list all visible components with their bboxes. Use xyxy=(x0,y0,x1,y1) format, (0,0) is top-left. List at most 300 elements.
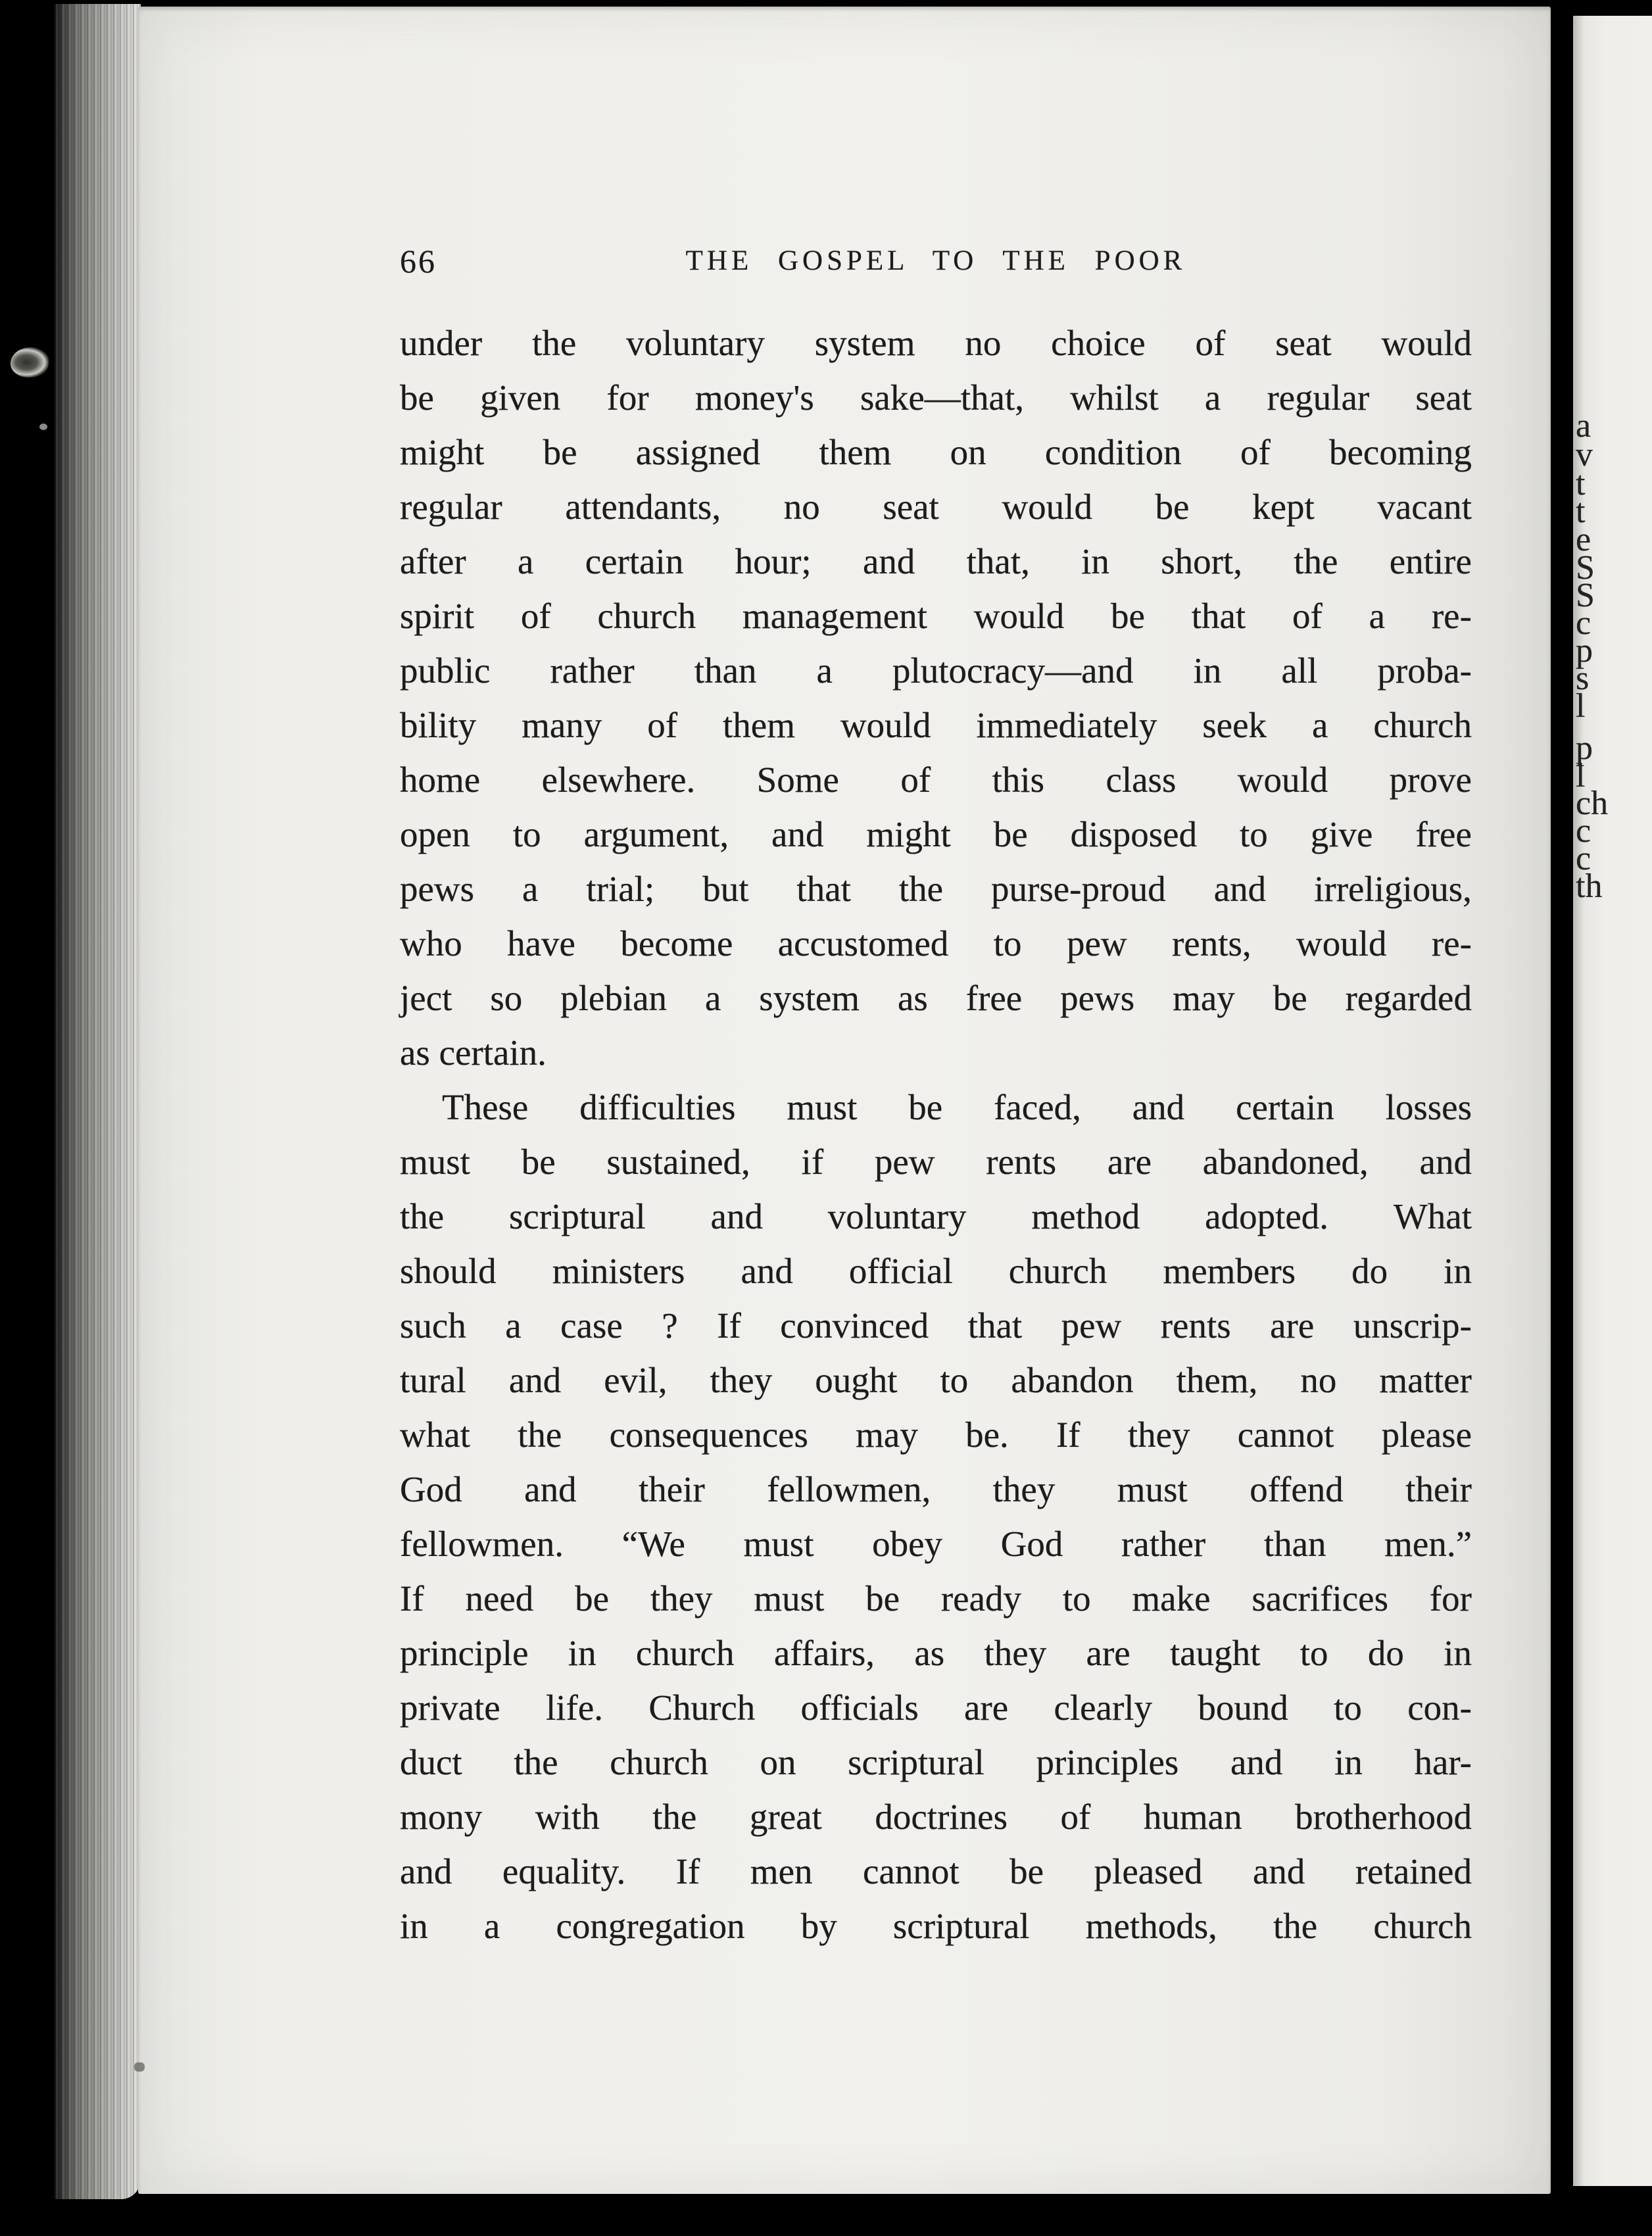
word: seat xyxy=(1415,377,1472,418)
word: fellowmen, xyxy=(767,1469,931,1509)
word: must xyxy=(754,1578,825,1618)
word: to xyxy=(1334,1688,1362,1728)
word: clearly xyxy=(1054,1688,1153,1728)
word: prove xyxy=(1389,760,1472,800)
word: be xyxy=(908,1087,943,1127)
word: would xyxy=(1237,760,1328,800)
word: voluntary xyxy=(626,323,765,363)
word: the xyxy=(532,323,577,363)
word: a xyxy=(816,650,833,691)
word: the xyxy=(518,1415,562,1455)
scan-artifact-speck xyxy=(134,2062,145,2072)
word: system xyxy=(814,323,915,363)
word: regarded xyxy=(1345,978,1472,1018)
next-page-text-fragment: c xyxy=(1576,604,1591,642)
word: kept xyxy=(1252,487,1315,527)
word: no xyxy=(783,487,820,527)
word: they xyxy=(650,1578,713,1618)
word: would xyxy=(1381,323,1472,363)
word: be xyxy=(1155,487,1190,527)
word: and xyxy=(1132,1087,1185,1127)
text-line xyxy=(400,1353,1472,1407)
word: condition xyxy=(1044,432,1182,472)
word: cannot xyxy=(863,1851,960,1891)
word: accustomed xyxy=(777,923,949,963)
word: home xyxy=(400,760,481,800)
word: bility xyxy=(400,705,477,745)
word: con- xyxy=(1407,1688,1472,1728)
next-page-text-fragment: ch xyxy=(1576,785,1609,822)
word: and xyxy=(741,1251,793,1291)
word: a xyxy=(522,869,539,909)
word: method xyxy=(1031,1196,1140,1236)
word: rents, xyxy=(1171,923,1251,963)
word: please xyxy=(1381,1415,1472,1455)
word: and xyxy=(508,1360,562,1400)
word: what xyxy=(400,1415,470,1455)
word: abandon xyxy=(1011,1360,1134,1400)
scan-artifact-blob xyxy=(11,347,49,377)
word: for xyxy=(606,377,649,418)
word: abandoned, xyxy=(1202,1142,1369,1182)
word: in xyxy=(1334,1742,1363,1782)
text-line xyxy=(400,1789,1472,1844)
word: be. xyxy=(965,1415,1009,1455)
word: do xyxy=(1351,1251,1388,1291)
word: in xyxy=(568,1633,596,1673)
word: become xyxy=(620,923,733,963)
word: rents xyxy=(1160,1305,1231,1346)
word: officials xyxy=(800,1688,919,1728)
word: private xyxy=(400,1688,500,1728)
word: of xyxy=(520,596,551,636)
word: given xyxy=(480,377,561,418)
word: would xyxy=(973,596,1065,636)
word: a xyxy=(1369,596,1386,636)
word: and xyxy=(1230,1742,1283,1782)
word: have xyxy=(507,923,575,963)
word: the xyxy=(400,1196,445,1236)
running-header: THE GOSPEL TO THE POOR xyxy=(685,245,1186,276)
text-line xyxy=(400,1080,1472,1134)
word: a xyxy=(1204,377,1221,418)
word: for xyxy=(1429,1578,1472,1618)
word: their xyxy=(639,1469,705,1509)
word: the xyxy=(652,1797,697,1837)
word: make xyxy=(1132,1578,1211,1618)
word: be xyxy=(521,1142,556,1182)
word: scriptural xyxy=(509,1196,646,1236)
word: and xyxy=(771,814,824,854)
word: be xyxy=(543,432,577,472)
word: no xyxy=(1300,1360,1337,1400)
word: a xyxy=(483,1906,500,1946)
word: this xyxy=(992,760,1045,800)
word: that xyxy=(1191,596,1246,636)
word: should xyxy=(400,1251,497,1291)
next-page-sliver xyxy=(1573,16,1652,2186)
word: God xyxy=(400,1469,462,1509)
word: plebian xyxy=(560,978,668,1018)
word: evil, xyxy=(604,1360,668,1400)
word: affairs, xyxy=(773,1633,875,1673)
word: irreligious, xyxy=(1314,869,1472,909)
word: of xyxy=(1195,323,1226,363)
word: becoming xyxy=(1329,432,1472,472)
word: church xyxy=(1373,1906,1472,1946)
word: voluntary xyxy=(827,1196,967,1236)
word: might xyxy=(400,432,485,472)
paragraph xyxy=(400,1080,1472,1953)
word: case xyxy=(560,1305,623,1346)
word: members xyxy=(1163,1251,1296,1291)
text-line xyxy=(400,752,1472,807)
word: fellowmen. xyxy=(400,1524,564,1564)
word: methods, xyxy=(1085,1906,1217,1946)
text-line xyxy=(400,1899,1472,1953)
word: unscrip- xyxy=(1353,1305,1472,1346)
word: a xyxy=(704,978,721,1018)
scan-artifact-speck xyxy=(39,424,47,430)
word: are xyxy=(964,1688,1009,1728)
text-line xyxy=(400,1407,1472,1462)
word: certain xyxy=(1236,1087,1334,1127)
text-line xyxy=(400,1844,1472,1899)
word: cannot xyxy=(1237,1415,1334,1455)
word: them, xyxy=(1176,1360,1258,1400)
word: must xyxy=(1117,1469,1188,1509)
word: to xyxy=(993,923,1022,963)
word: by xyxy=(800,1906,837,1946)
word: would xyxy=(1002,487,1092,527)
word: no xyxy=(965,323,1002,363)
body-text xyxy=(400,316,1472,1953)
next-page-text-fragment: p xyxy=(1576,632,1593,669)
word: entire xyxy=(1389,541,1472,581)
word: that xyxy=(796,869,851,909)
word: sacrifices xyxy=(1251,1578,1388,1618)
word: immediately xyxy=(976,705,1157,745)
word: equality. xyxy=(502,1851,626,1891)
word: free xyxy=(965,978,1023,1018)
word: re- xyxy=(1431,923,1472,963)
word: may xyxy=(1173,978,1235,1018)
word: great xyxy=(749,1797,822,1837)
word: and xyxy=(710,1196,763,1236)
word: and xyxy=(1213,869,1267,909)
word: be xyxy=(865,1578,900,1618)
word: so xyxy=(490,978,523,1018)
text-line xyxy=(400,589,1472,643)
word: difficulties xyxy=(579,1087,736,1127)
word: are xyxy=(1270,1305,1315,1346)
word: they xyxy=(710,1360,773,1400)
word: who xyxy=(400,923,462,963)
word: of xyxy=(1060,1797,1091,1837)
word: pews xyxy=(400,869,475,909)
word: plutocracy—and xyxy=(892,650,1134,691)
text-line xyxy=(400,1680,1472,1735)
word: spirit xyxy=(400,596,475,636)
word: sake—that, xyxy=(860,377,1024,418)
text-line xyxy=(400,1134,1472,1189)
word: tural xyxy=(400,1360,466,1400)
word: on xyxy=(760,1742,796,1782)
word: and xyxy=(524,1469,577,1509)
word: life. xyxy=(545,1688,604,1728)
text-line xyxy=(400,1626,1472,1680)
word: of xyxy=(1292,596,1323,636)
word: such xyxy=(400,1305,466,1346)
next-page-text-fragment: t xyxy=(1576,493,1586,530)
word: all xyxy=(1281,650,1318,691)
word: money's xyxy=(694,377,814,418)
word: ready xyxy=(940,1578,1021,1618)
word: of xyxy=(1240,432,1271,472)
word: must xyxy=(743,1524,814,1564)
word: choice xyxy=(1051,323,1146,363)
next-page-text-fragment: t xyxy=(1576,465,1586,502)
text-line xyxy=(400,1517,1472,1571)
word: human xyxy=(1143,1797,1242,1837)
book-page xyxy=(138,7,1551,2194)
next-page-text-fragment: l xyxy=(1576,687,1586,725)
word: and xyxy=(1252,1851,1305,1891)
word: do xyxy=(1367,1633,1404,1673)
word: har- xyxy=(1414,1742,1472,1782)
page-number: 66 xyxy=(400,243,437,280)
page-edge-stack xyxy=(54,4,141,2199)
text-line xyxy=(400,916,1472,971)
word: and xyxy=(1419,1142,1472,1182)
word: whilst xyxy=(1070,377,1159,418)
word: may xyxy=(856,1415,918,1455)
word: If xyxy=(1056,1415,1081,1455)
text-line xyxy=(400,1462,1472,1517)
word: than xyxy=(694,650,757,691)
word: regular xyxy=(1267,377,1370,418)
word: them xyxy=(819,432,892,472)
page-text-block xyxy=(400,238,1472,1953)
word: that, xyxy=(966,541,1030,581)
text-line xyxy=(400,479,1472,534)
text-line xyxy=(400,1244,1472,1298)
word: argument, xyxy=(583,814,729,854)
word: pew xyxy=(874,1142,935,1182)
word: that xyxy=(967,1305,1023,1346)
word: they xyxy=(1127,1415,1190,1455)
word: vacant xyxy=(1377,487,1472,527)
word: free xyxy=(1415,814,1472,854)
word: brotherhood xyxy=(1295,1797,1472,1837)
word: official xyxy=(848,1251,953,1291)
text-line xyxy=(400,1571,1472,1626)
word: a xyxy=(505,1305,522,1346)
word: matter xyxy=(1379,1360,1472,1400)
word: be xyxy=(1111,596,1145,636)
word: pleased xyxy=(1094,1851,1203,1891)
text-line xyxy=(400,862,1472,916)
word: are xyxy=(1086,1633,1130,1673)
word: duct xyxy=(400,1742,462,1782)
word: as xyxy=(914,1633,945,1673)
word: congregation xyxy=(556,1906,745,1946)
next-page-text-fragment: th xyxy=(1576,867,1603,905)
word: attendants, xyxy=(565,487,721,527)
next-page-text-fragment: a xyxy=(1576,407,1591,445)
word: public xyxy=(400,650,491,691)
word: rather xyxy=(1121,1524,1206,1564)
word: men.” xyxy=(1384,1524,1472,1564)
word: on xyxy=(950,432,986,472)
next-page-text-fragment: p xyxy=(1576,729,1593,767)
word: ject xyxy=(400,978,452,1018)
word: them xyxy=(723,705,795,745)
text-line xyxy=(400,370,1472,425)
text-line: as certain. xyxy=(400,1033,547,1073)
word: bound xyxy=(1198,1688,1288,1728)
next-page-text-fragment: v xyxy=(1576,436,1593,474)
word: doctrines xyxy=(875,1797,1008,1837)
word: What xyxy=(1393,1196,1472,1236)
word: as xyxy=(898,978,928,1018)
word: regular xyxy=(400,487,502,527)
word: pews xyxy=(1060,978,1135,1018)
next-page-text-fragment: s xyxy=(1576,660,1590,697)
word: rents xyxy=(986,1142,1057,1182)
word: re- xyxy=(1431,596,1472,636)
word: in xyxy=(1444,1633,1472,1673)
word: in xyxy=(1444,1251,1472,1291)
word: be xyxy=(1009,1851,1044,1891)
next-page-text-fragment: c xyxy=(1576,812,1591,850)
word: church xyxy=(610,1742,708,1782)
word: need xyxy=(465,1578,534,1618)
word: disposed xyxy=(1070,814,1198,854)
word: trial; xyxy=(586,869,655,909)
text-line xyxy=(400,316,1472,370)
word: adopted. xyxy=(1205,1196,1329,1236)
word: ought xyxy=(815,1360,898,1400)
word: If xyxy=(400,1578,424,1618)
text-line xyxy=(400,1735,1472,1789)
word: assigned xyxy=(635,432,761,472)
word: open xyxy=(400,814,470,854)
text-line xyxy=(400,643,1472,698)
word: of xyxy=(900,760,931,800)
word: but xyxy=(702,869,749,909)
word: to xyxy=(1300,1633,1328,1673)
word: Church xyxy=(648,1688,756,1728)
text-line xyxy=(400,807,1472,862)
word: to xyxy=(512,814,541,854)
word: rather xyxy=(550,650,635,691)
word: they xyxy=(992,1469,1056,1509)
next-page-text-fragment: S xyxy=(1576,549,1595,587)
word: seat xyxy=(883,487,939,527)
word: be xyxy=(575,1578,610,1618)
word: sustained, xyxy=(606,1142,750,1182)
word: many xyxy=(522,705,602,745)
word: be xyxy=(400,377,434,418)
next-page-text-fragment: e xyxy=(1576,521,1591,558)
page-header-row xyxy=(400,238,1472,316)
word: “We xyxy=(621,1524,685,1564)
text-line xyxy=(400,698,1472,752)
word: scriptural xyxy=(892,1906,1030,1946)
word: ministers xyxy=(552,1251,685,1291)
word: purse-proud xyxy=(991,869,1166,909)
word: a xyxy=(518,541,534,581)
text-line xyxy=(400,1189,1472,1244)
word: retained xyxy=(1355,1851,1472,1891)
word: church xyxy=(597,596,696,636)
word: proba- xyxy=(1377,650,1472,691)
word: are xyxy=(1107,1142,1152,1182)
word: would xyxy=(840,705,931,745)
word: the xyxy=(514,1742,558,1782)
word: with xyxy=(535,1797,600,1837)
word: the xyxy=(898,869,944,909)
word: certain xyxy=(585,541,684,581)
word: If xyxy=(717,1305,741,1346)
word: elsewhere. xyxy=(541,760,696,800)
word: management xyxy=(742,596,927,636)
word: class xyxy=(1105,760,1177,800)
word: the xyxy=(1294,541,1338,581)
word: faced, xyxy=(994,1087,1081,1127)
word: in xyxy=(1081,541,1109,581)
word: church xyxy=(1373,705,1472,745)
text-line xyxy=(400,1298,1472,1353)
word: must xyxy=(400,1142,470,1182)
word: the xyxy=(1273,1906,1318,1946)
word: would xyxy=(1296,923,1387,963)
next-page-text-fragment: c xyxy=(1576,840,1591,877)
word: pew xyxy=(1066,923,1127,963)
word: men xyxy=(750,1851,813,1891)
word: in xyxy=(1193,650,1222,691)
word: obey xyxy=(872,1524,943,1564)
word: church xyxy=(635,1633,735,1673)
word: These xyxy=(442,1087,529,1127)
word: If xyxy=(675,1851,700,1891)
paragraph xyxy=(400,316,1472,1080)
word: offend xyxy=(1250,1469,1344,1509)
word: scriptural xyxy=(848,1742,984,1782)
word: taught xyxy=(1169,1633,1261,1673)
next-page-text-fragment: S xyxy=(1576,577,1595,614)
word: must xyxy=(787,1087,858,1127)
word: seat xyxy=(1275,323,1332,363)
word: consequences xyxy=(609,1415,808,1455)
word: ? xyxy=(662,1305,678,1346)
word: if xyxy=(801,1142,824,1182)
word: pew xyxy=(1061,1305,1122,1346)
word: in xyxy=(400,1906,428,1946)
word: to xyxy=(940,1360,969,1400)
word: system xyxy=(759,978,860,1018)
word: God xyxy=(1000,1524,1063,1564)
word: a xyxy=(1311,705,1328,745)
word: convinced xyxy=(780,1305,929,1346)
word: of xyxy=(647,705,678,745)
word: their xyxy=(1405,1469,1472,1509)
word: to xyxy=(1240,814,1268,854)
word: after xyxy=(400,541,466,581)
word: church xyxy=(1008,1251,1107,1291)
word: might xyxy=(866,814,951,854)
